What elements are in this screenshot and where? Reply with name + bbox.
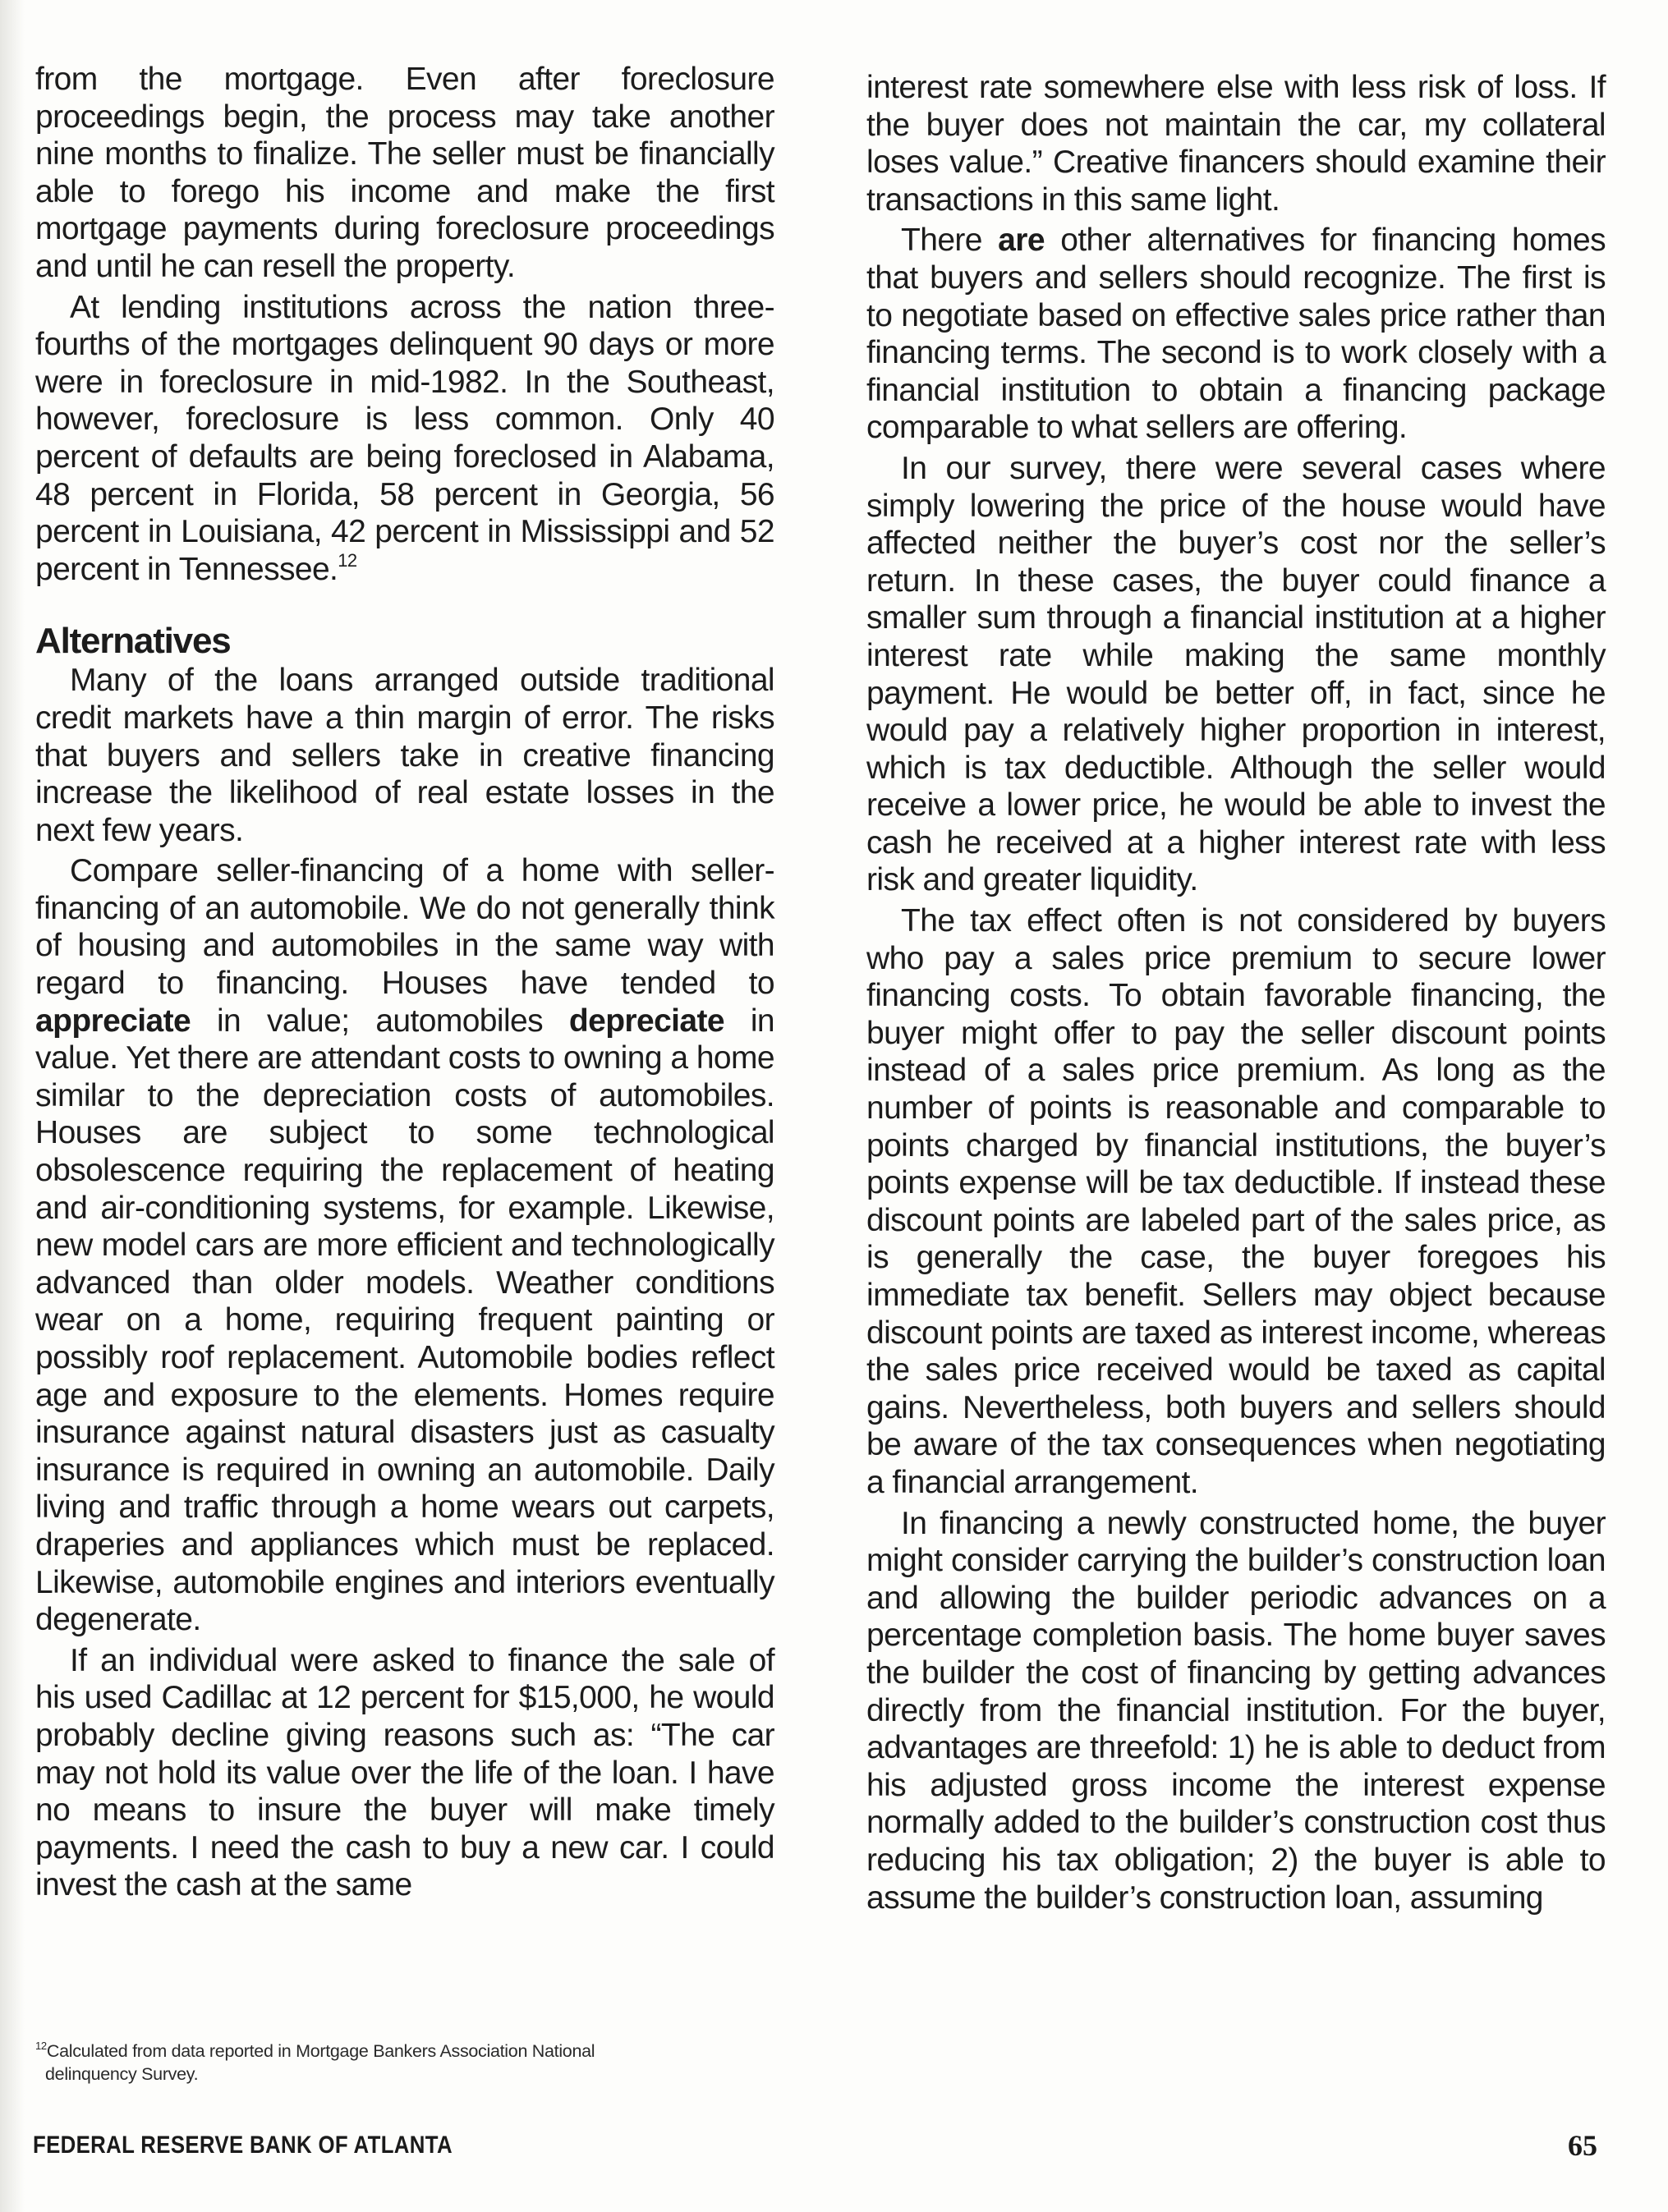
- text-run: in value. Yet there are attendant costs to owning a home similar to the depreciation costs of automobiles. Houses are subject to some technological obsolescence requiring the replacement of heating and air-conditioning systems, for example. Likewise, new model cars are more efficient and technologically advanced than older models. Weather conditions wear on a home, requiring frequent painting or possibly roof replacement. Automobile bodies reflect age and exposure to the elements. Homes require insurance against natural disasters just as casualty insurance is required in owning an automobile. Daily living and traffic through a home wears out carpets, draperies and appliances which must be replaced. Likewise, automobile engines and interiors eventually degenerate.: [35, 1003, 774, 1638]
- text-run: interest rate somewhere else with less risk of loss. If the buyer does not maintain the car, my collateral loses value.” Creative financers should examine their transactions in this same light.: [866, 70, 1606, 218]
- emphasis: depreciate: [568, 1003, 724, 1039]
- footnote-text-line2: delinquency Survey.: [45, 2064, 199, 2084]
- paragraph: [35, 662, 774, 849]
- running-footer-publisher: FEDERAL RESERVE BANK OF ATLANTA: [33, 2132, 453, 2159]
- paragraph: [35, 852, 774, 1638]
- text-run: from the mortgage. Even after foreclosure proceedings begin, the process may take another nine months to finalize. The seller must be financially able to forego his income and make the first mortgage payments during foreclosure proceedings and until he can resell the property.: [35, 62, 774, 284]
- page-edge-shadow: [0, 0, 25, 2212]
- text-run: The tax effect often is not considered by buyers who pay a sales price premium to secure lower financing costs. To obtain favorable financing, the buyer might offer to pay the seller discount points instead of a sales price premium. As long as the number of points is reasonable and comparable to points charged by financial institutions, the buyer’s points expense will be tax deductible. If instead these discount points are labeled part of the sales price, as is generally the case, the buyer foregoes his immediate tax benefit. Sellers may object because discount points are taxed as interest income, whereas the sales price received would be taxed as capital gains. Nevertheless, both buyers and sellers should be aware of the tax consequences when negotiating a financial arrangement.: [866, 903, 1606, 1500]
- text-run: other alternatives for financing homes that buyers and sellers should recognize. The first is to negotiate based on effective sales price rather than financing terms. The second is to work closely with a financial institution to obtain a financing package comparable to what sellers are offering.: [866, 223, 1606, 446]
- left-paragraphs-after-heading: [35, 662, 774, 1904]
- footnote-ref: 12: [338, 549, 357, 571]
- paragraph: [866, 222, 1606, 447]
- paragraph: [866, 902, 1606, 1502]
- text-run: in value; automobiles: [191, 1003, 569, 1039]
- right-paragraphs: [866, 69, 1606, 1916]
- left-paragraphs: [35, 61, 774, 588]
- text-run: Many of the loans arranged outside traditional credit markets have a thin margin of error. The risks that buyers and sellers take in creative financing increase the likelihood of real estate losses in the next few years.: [35, 663, 774, 848]
- text-run: At lending institutions across the nation three-fourths of the mortgages delinquent 90 days or more were in foreclosure in mid-1982. In the Southeast, however, foreclosure is less common. Only 40 percent of defaults are being foreclosed in Alabama, 48 percent in Florida, 58 percent in Georgia, 56 percent in Louisiana, 42 percent in Mississippi and 52 percent in Tennessee.: [35, 289, 774, 587]
- text-run: If an individual were asked to finance the sale of his used Cadillac at 12 percent for $15,000, he would probably decline giving reasons such as: “The car may not hold its value over the life of the loan. I have no means to insure the buyer will make timely payments. I need the cash to buy a new car. I could invest the cash at the same: [35, 1642, 774, 1903]
- section-heading: Alternatives: [35, 621, 231, 662]
- left-column: [35, 61, 774, 1904]
- text-run: In financing a newly constructed home, the buyer might consider carrying the builder’s construction loan and allowing the builder periodic advances on a percentage completion basis. The home buyer saves the builder the cost of financing by getting advances directly from the financial institution. For the buyer, advantages are threefold: 1) he is able to deduct from his adjusted gross income the interest expense normally added to the builder’s construction cost thus reducing his tax obligation; 2) the buyer is able to assume the builder’s construction loan, assuming: [866, 1505, 1606, 1916]
- footnote: [35, 2035, 774, 2086]
- paragraph: [866, 69, 1606, 218]
- page-number: 65: [1568, 2129, 1597, 2162]
- emphasis: are: [998, 223, 1045, 259]
- paragraph: [866, 450, 1606, 899]
- text-run: Compare seller-financing of a home with seller-financing of an automobile. We do not generally think of housing and automobiles in the same way with regard to financing. Houses have tended to: [35, 853, 774, 1002]
- paragraph: [35, 61, 774, 286]
- text-run: In our survey, there were several cases where simply lowering the price of the house would have affected neither the buyer’s cost nor the seller’s return. In these cases, the buyer could finance a smaller sum through a financial institution at a higher interest rate while making the same monthly payment. He would be better off, in fact, since he would pay a relatively higher proportion in interest, which is tax deductible. Although the seller would receive a lower price, he would be able to invest the cash he received at a higher interest rate with less risk and greater liquidity.: [866, 450, 1606, 898]
- footnote-number: 12: [35, 2040, 47, 2052]
- paragraph: [35, 1642, 774, 1904]
- right-column: [866, 69, 1606, 1916]
- emphasis: appreciate: [35, 1003, 191, 1039]
- text-run: There: [901, 223, 999, 259]
- paragraph: [866, 1505, 1606, 1917]
- footnote-text-line1: Calculated from data reported in Mortgage Bankers Association National: [46, 2041, 595, 2061]
- paragraph: [35, 289, 774, 589]
